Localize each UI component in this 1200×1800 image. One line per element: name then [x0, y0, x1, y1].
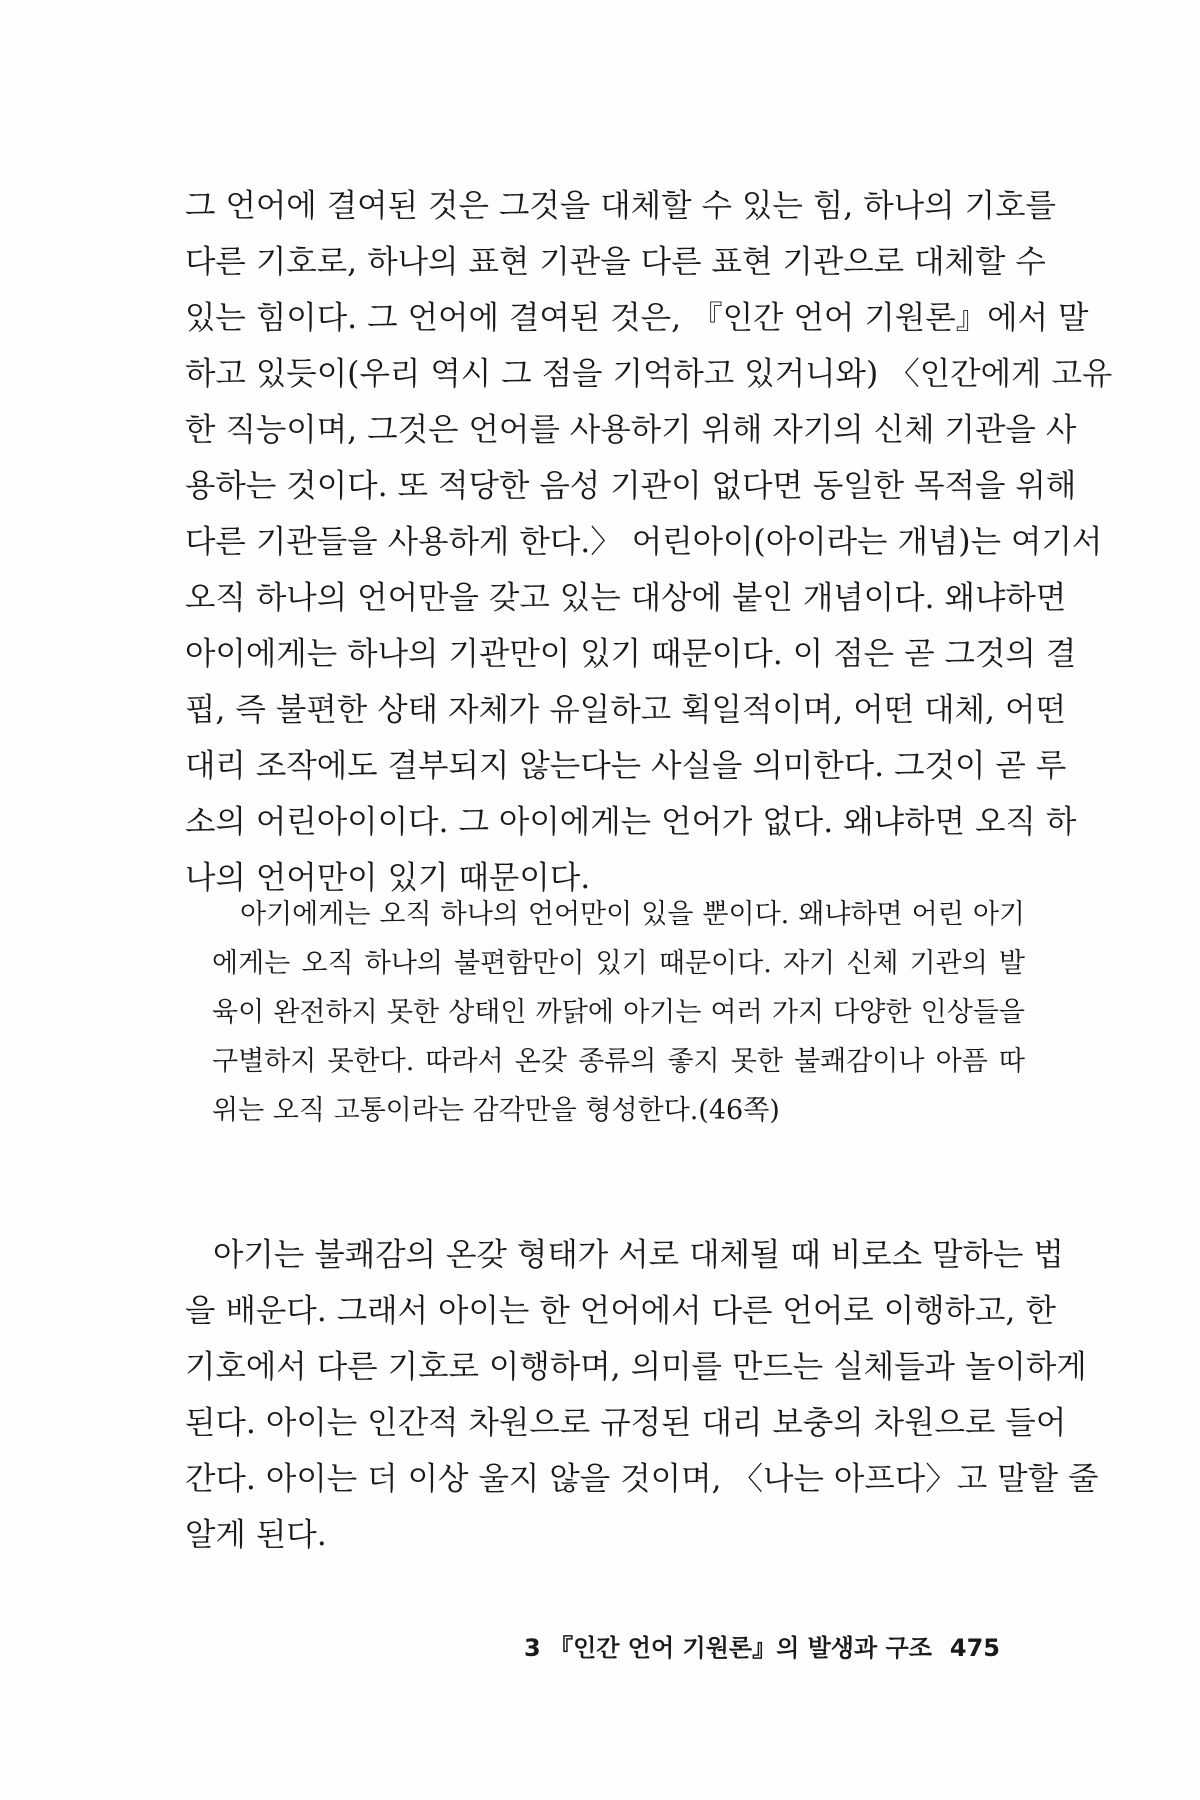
quote-line: 구별하지 못한다. 따라서 온갖 종류의 좋지 못한 불쾌감이나 아픔 따 — [212, 1046, 1025, 1077]
quote-line: 육이 완전하지 못한 상태인 까닭에 아기는 여러 가지 다양한 인상들을 — [212, 997, 1025, 1028]
paragraph-1 — [185, 178, 1113, 906]
text-line: 용하는 것이다. 또 적당한 음성 기관이 없다면 동일한 목적을 위해 — [185, 468, 1077, 504]
text-line: 나의 언어만이 있기 때문이다. — [185, 860, 591, 896]
text-line: 기호에서 다른 기호로 이행하며, 의미를 만드는 실체들과 놀이하게 — [185, 1349, 1087, 1385]
text-line: 아기는 불쾌감의 온갖 형태가 서로 대체될 때 비로소 말하는 법 — [213, 1237, 1064, 1273]
text-line: 다른 기호로, 하나의 표현 기관을 다른 표현 기관으로 대체할 수 — [185, 244, 1046, 280]
text-line: 알게 된다. — [185, 1517, 327, 1553]
text-line: 대리 조작에도 결부되지 않는다는 사실을 의미한다. 그것이 곧 루 — [185, 748, 1067, 784]
page-number: 475 — [949, 1634, 1000, 1662]
text-line: 있는 힘이다. 그 언어에 결여된 것은, 『인간 언어 기원론』에서 말 — [185, 300, 1089, 336]
block-quote — [212, 890, 1025, 1135]
text-line: 오직 하나의 언어만을 갖고 있는 대상에 붙인 개념이다. 왜냐하면 — [185, 580, 1067, 616]
quote-line: 아기에게는 오직 하나의 언어만이 있을 뿐이다. 왜냐하면 어린 아기 — [240, 899, 1025, 930]
chapter-title: 3 『인간 언어 기원론』의 발생과 구조 — [524, 1634, 932, 1662]
text-line: 을 배운다. 그래서 아이는 한 언어에서 다른 언어로 이행하고, 한 — [185, 1293, 1056, 1329]
quote-line: 위는 오직 고통이라는 감각만을 형성한다.(46쪽) — [212, 1095, 780, 1126]
text-line: 된다. 아이는 인간적 차원으로 규정된 대리 보충의 차원으로 들어 — [185, 1405, 1067, 1441]
paragraph-2 — [185, 1227, 1099, 1563]
text-line: 핍, 즉 불편한 상태 자체가 유일하고 획일적이며, 어떤 대체, 어떤 — [185, 692, 1066, 728]
quote-line: 에게는 오직 하나의 불편함만이 있기 때문이다. 자기 신체 기관의 발 — [212, 948, 1025, 979]
text-line: 하고 있듯이(우리 역시 그 점을 기억하고 있거니와) 〈인간에게 고유 — [185, 356, 1113, 392]
text-line: 간다. 아이는 더 이상 울지 않을 것이며, 〈나는 아프다〉고 말할 줄 — [185, 1461, 1099, 1497]
text-line: 그 언어에 결여된 것은 그것을 대체할 수 있는 힘, 하나의 기호를 — [185, 188, 1056, 224]
running-footer — [524, 1628, 1000, 1663]
text-line: 한 직능이며, 그것은 언어를 사용하기 위해 자기의 신체 기관을 사 — [185, 412, 1077, 448]
text-line: 다른 기관들을 사용하게 한다.〉 어린아이(아이라는 개념)는 여기서 — [185, 524, 1103, 560]
text-line: 아이에게는 하나의 기관만이 있기 때문이다. 이 점은 곧 그것의 결 — [185, 636, 1077, 672]
text-line: 소의 어린아이이다. 그 아이에게는 언어가 없다. 왜냐하면 오직 하 — [185, 804, 1077, 840]
